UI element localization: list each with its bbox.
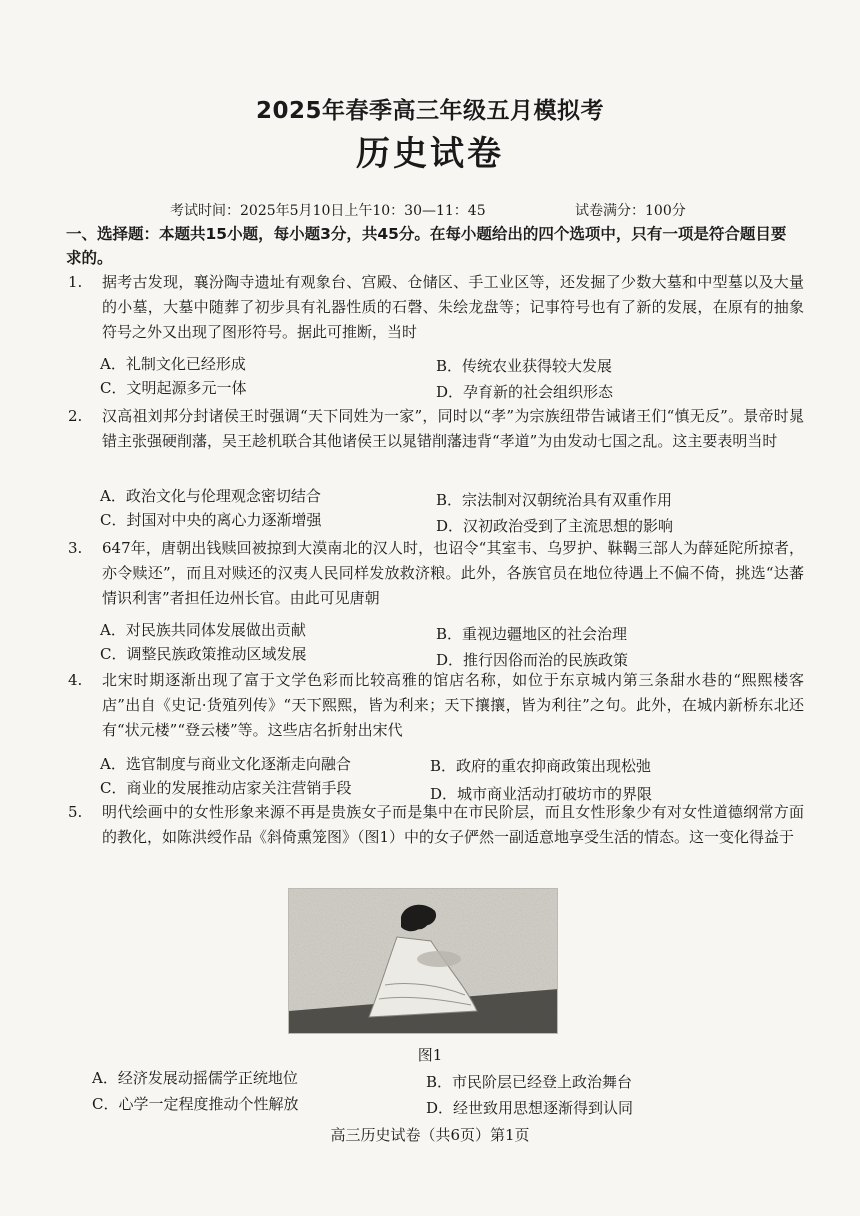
option-a: A．选官制度与商业文化逐渐走向融合	[100, 755, 351, 773]
option-a: A．经济发展动摇儒学正统地位	[92, 1069, 298, 1087]
option-d: D．经世致用思想逐渐得到认同	[426, 1099, 634, 1117]
exam-title: 2025年春季高三年级五月模拟考	[255, 98, 604, 124]
question-1	[68, 270, 804, 345]
question-number: 5.	[68, 803, 83, 821]
question-number: 3.	[68, 539, 83, 557]
option-d: D．城市商业活动打破坊市的界限	[430, 785, 653, 803]
question-2	[68, 404, 804, 454]
option-b: B．传统农业获得较大发展	[436, 357, 613, 375]
option-d: D．汉初政治受到了主流思想的影响	[436, 517, 674, 535]
question-stem: 北宋时期逐渐出现了富于文学色彩而比较高雅的馆店名称，如位于东京城内第三条甜水巷的“熙熙楼客店”出自《史记·货殖列传》“天下熙熙，皆为利来；天下攘攘，皆为利往”之句。此外，在城内新桥东北还有“状元楼”“登云楼”等。这些店名折射出宋代	[102, 671, 804, 739]
full-score: 试卷满分：100分	[575, 203, 686, 219]
option-c: C．封国对中央的离心力逐渐增强	[100, 511, 322, 529]
question-stem: 明代绘画中的女性形象来源不再是贵族女子而是集中在市民阶层，而且女性形象少有对女性道德纲常方面的教化，如陈洪绶作品《斜倚熏笼图》（图1）中的女子俨然一副适意地享受生活的情态。这一变化得益于	[102, 803, 804, 846]
question-4	[68, 668, 804, 743]
exam-time: 考试时间：2025年5月10日上午10：30—11：45	[170, 203, 486, 219]
figure-1-painting	[288, 888, 558, 1034]
question-3	[68, 536, 804, 611]
question-number: 2.	[68, 407, 83, 425]
option-a: A．礼制文化已经形成	[100, 355, 246, 373]
question-stem: 647年，唐朝出钱赎回被掠到大漠南北的汉人时，也诏令“其室韦、乌罗护、靺鞨三部人为薛延陀所掠者，亦令赎还”，而且对赎还的汉夷人民同样发放救济粮。此外，各族官员在地位待遇上不偏不倚，挑选“达蕃情识利害”者担任边州长官。由此可见唐朝	[102, 539, 804, 607]
question-5	[68, 800, 804, 850]
option-b: B．宗法制对汉朝统治具有双重作用	[436, 491, 673, 509]
option-c: C．文明起源多元一体	[100, 379, 247, 397]
painting-image	[289, 889, 558, 1034]
question-number: 4.	[68, 671, 83, 689]
option-b: B．重视边疆地区的社会治理	[436, 625, 628, 643]
option-d: D．推行因俗而治的民族政策	[436, 651, 629, 669]
option-a: A．对民族共同体发展做出贡献	[100, 621, 306, 639]
option-c: C．调整民族政策推动区域发展	[100, 645, 307, 663]
question-number: 1.	[68, 273, 83, 291]
exam-meta	[170, 200, 730, 220]
page-footer: 高三历史试卷（共6页）第1页	[330, 1126, 530, 1144]
question-stem: 汉高祖刘邦分封诸侯王时强调“天下同姓为一家”，同时以“孝”为宗族纽带告诫诸王们“慎无反”。景帝时晁错主张强硬削藩，吴王趁机联合其他诸侯王以晁错削藩违背“孝道”为由发动七国之乱。这主要表明当时	[102, 407, 804, 450]
option-d: D．孕育新的社会组织形态	[436, 383, 614, 401]
section-heading: 一、选择题：本题共15小题，每小题3分，共45分。在每小题给出的四个选项中，只有一项是符合题目要求的。	[66, 225, 787, 267]
option-a: A．政治文化与伦理观念密切结合	[100, 487, 321, 505]
option-c: C．心学一定程度推动个性解放	[92, 1095, 299, 1113]
question-stem: 据考古发现，襄汾陶寺遗址有观象台、宫殿、仓储区、手工业区等，还发掘了少数大墓和中型墓以及大量的小墓，大墓中随葬了初步具有礼器性质的石磬、朱绘龙盘等；记事符号也有了新的发展，在原有的抽象符号之外又出现了图形符号。据此可推断，当时	[102, 273, 804, 341]
subject-title: 历史试卷	[356, 134, 504, 174]
option-b: B．市民阶层已经登上政治舞台	[426, 1073, 633, 1091]
option-c: C．商业的发展推动店家关注营销手段	[100, 779, 352, 797]
figure-caption: 图1	[417, 1046, 443, 1064]
option-b: B．政府的重农抑商政策出现松弛	[430, 757, 652, 775]
